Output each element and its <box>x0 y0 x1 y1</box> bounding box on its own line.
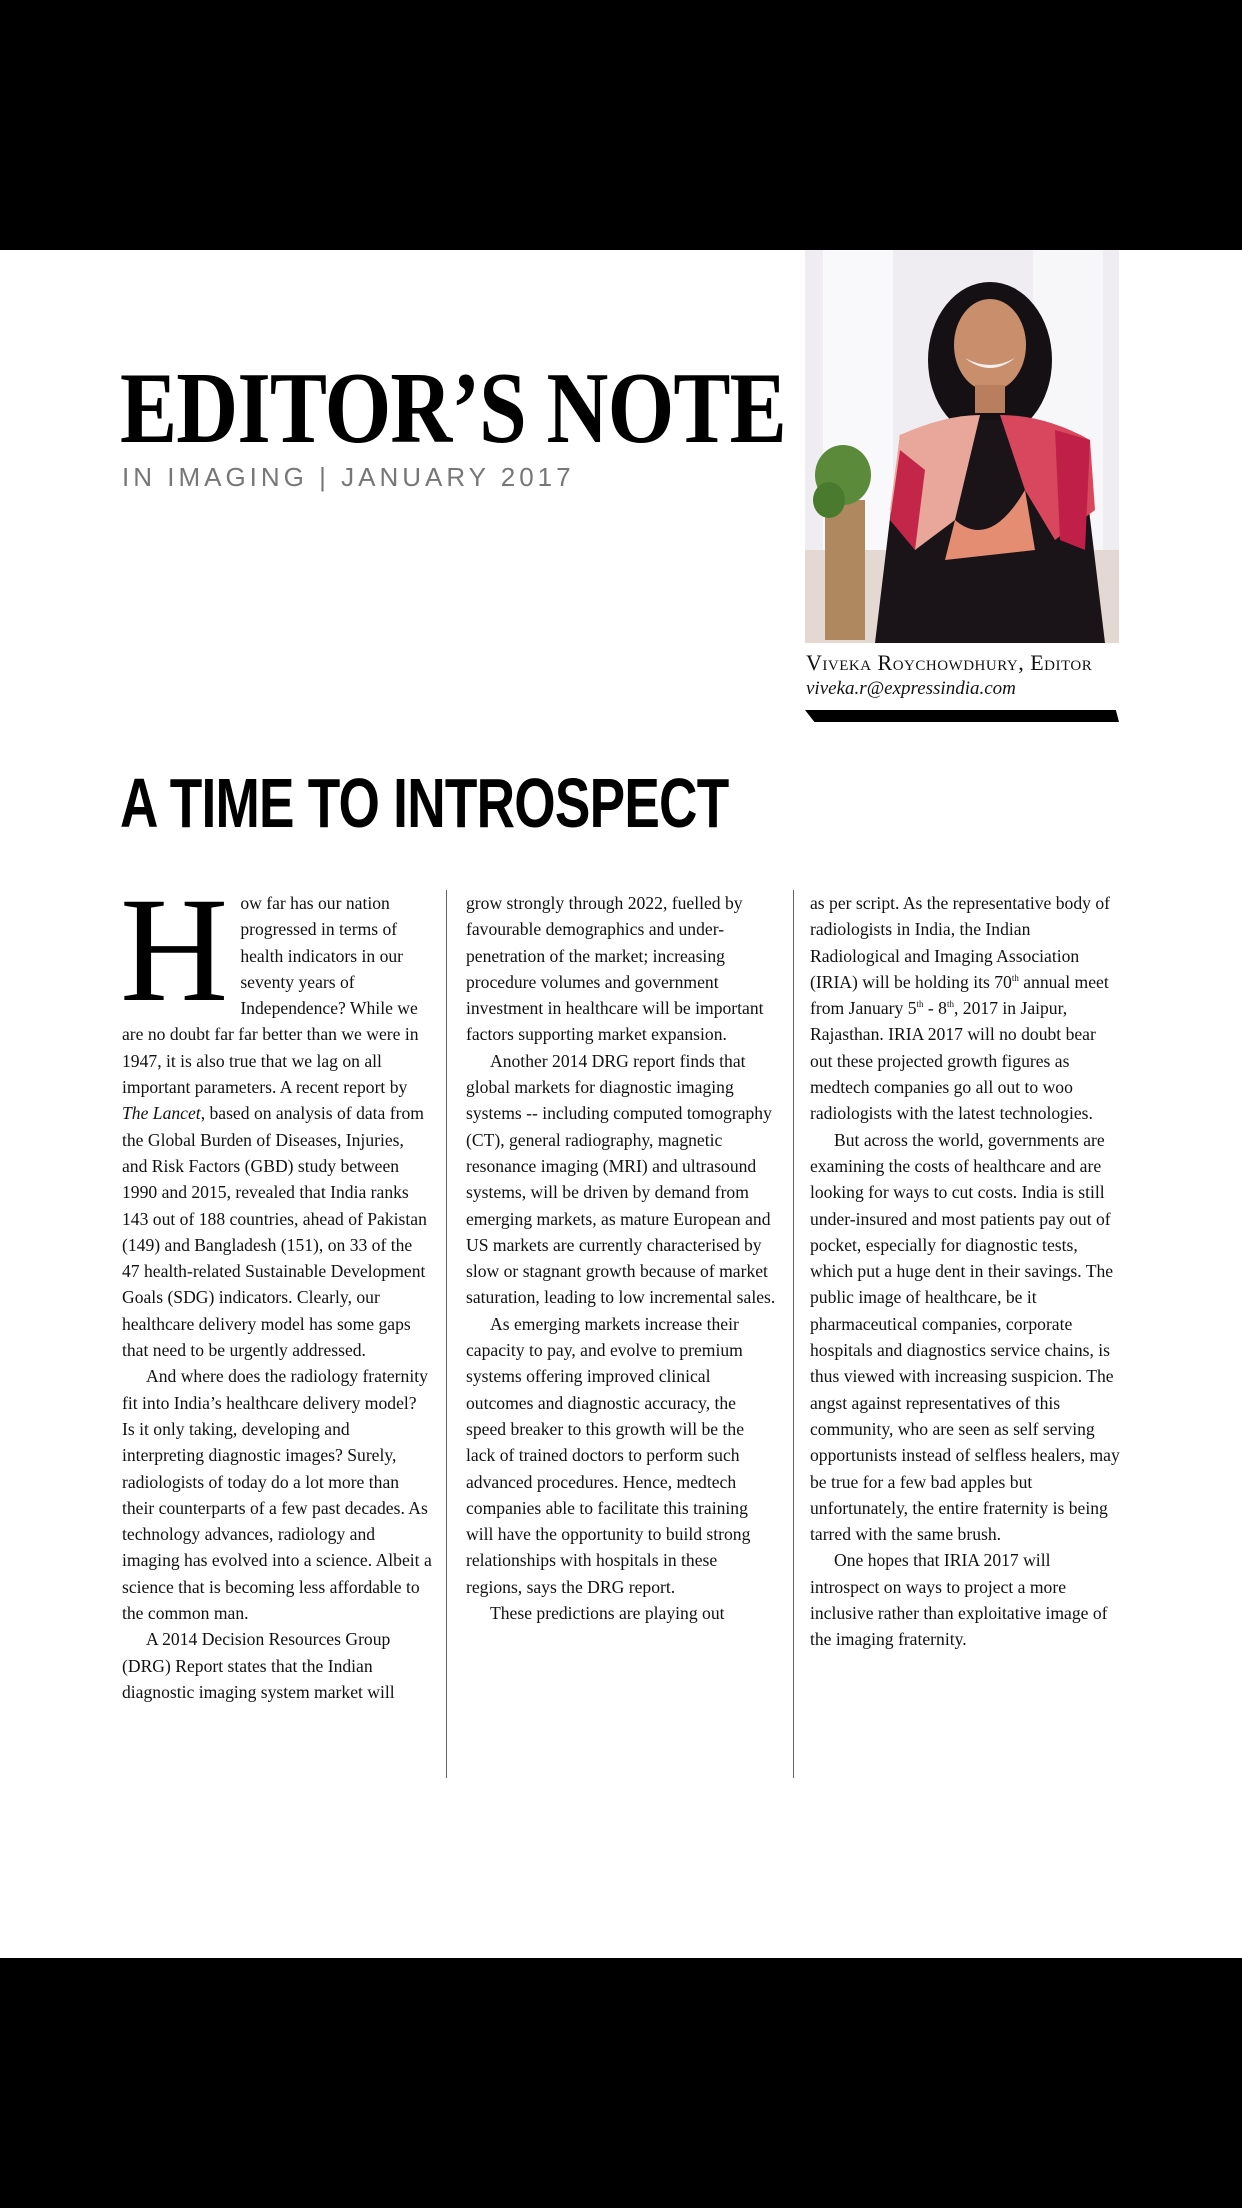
column-divider <box>446 890 447 1778</box>
article-column-3 <box>810 890 1120 1653</box>
page-title: EDITOR’S NOTE <box>120 352 786 465</box>
byline-divider <box>805 710 1119 722</box>
article-paragraph: These predictions are playing out <box>490 1603 725 1624</box>
article-paragraph: As emerging markets increase their capacity to pay, and evolve to premium systems offering improved clinical outcomes and diagnostic accuracy, the speed breaker to this growth will be the lack of trained doctors to perform such advanced procedures. Hence, medtech companies able to facilitate this training will have the opportunity to build strong relationships with hospitals in these regions, says the DRG report. <box>466 1313 751 1597</box>
magazine-page <box>0 250 1242 1958</box>
editor-name: Viveka Roychowdhury, Editor <box>806 650 1093 675</box>
article-paragraph: as per script. As the representative body of radiologists in India, the Indian Radiological and Imaging Association (IRIA) will be holding its 70th annual meet from January 5th - 8th, 2017 in Jaipur, Rajasthan. IRIA 2017 will no doubt bear out these projected growth figures as medtech companies go all out to woo radiologists with the latest technologies. <box>810 893 1110 1124</box>
article-paragraph: Another 2014 DRG report finds that global markets for diagnostic imaging systems -- including computed tomography (CT), general radiography, magnetic resonance imaging (MRI) and ultrasound systems, will be driven by demand from emerging markets, as mature European and US markets are currently characterised by slow or stagnant growth because of market saturation, leading to low incremental sales. <box>466 1050 776 1308</box>
article-paragraph: And where does the radiology fraternity fit into India’s healthcare delivery model? Is it only taking, developing and interpreting diagnostic images? Surely, radiologists of today do a lot more than their counterparts of a few past decades. As technology advances, radiology and imaging has evolved into a science. Albeit a science that is becoming less affordable to the common man. <box>122 1366 432 1624</box>
article-paragraph: A 2014 Decision Resources Group (DRG) Report states that the Indian diagnostic imaging system market will <box>122 1629 395 1702</box>
column-divider <box>793 890 794 1778</box>
editor-byline <box>806 650 1136 700</box>
article-headline: A TIME TO INTROSPECT <box>120 764 729 842</box>
editor-portrait-image <box>805 250 1119 643</box>
editor-email[interactable]: viveka.r@expressindia.com <box>806 678 1016 699</box>
page-subtitle: IN IMAGING | JANUARY 2017 <box>122 462 575 492</box>
article-column-2 <box>466 890 776 1626</box>
article-paragraph: How far has our nation progressed in terms of health indicators in our seventy years of Independence? While we are no doubt far far better than we were in 1947, it is also true that we lag on all important parameters. A recent report by The Lancet, based on analysis of data from the Global Burden of Diseases, Injuries, and Risk Factors (GBD) study between 1990 and 2015, revealed that India ranks 143 out of 188 countries, ahead of Pakistan (149) and Bangladesh (151), on 33 of the 47 health-related Sustainable Development Goals (SDG) indicators. Clearly, our healthcare delivery model has some gaps that need to be urgently addressed. <box>120 867 427 1361</box>
drop-cap: H <box>120 867 229 1033</box>
article-paragraph: grow strongly through 2022, fuelled by favourable demographics and under-penetration of the market; increasing procedure volumes and government investment in healthcare will be important factors supporting market expansion. <box>466 893 764 1045</box>
publication-name: The Lancet <box>122 1103 201 1124</box>
editor-photo <box>805 250 1119 643</box>
article-column-1 <box>120 867 432 1705</box>
article-paragraph: One hopes that IRIA 2017 will introspect on ways to project a more inclusive rather than exploitative image of the imaging fraternity. <box>810 1550 1108 1650</box>
article-paragraph: But across the world, governments are examining the costs of healthcare and are looking for ways to cut costs. India is still under-insured and most patients pay out of pocket, especially for diagnostic tests, which put a huge dent in their savings. The public image of healthcare, be it pharmaceutical companies, corporate hospitals and diagnostics service chains, is thus viewed with increasing suspicion. The angst against representatives of this community, who are seen as self serving opportunists instead of selfless healers, may be true for a few bad apples but unfortunately, the entire fraternity is being tarred with the same brush. <box>810 1129 1120 1545</box>
